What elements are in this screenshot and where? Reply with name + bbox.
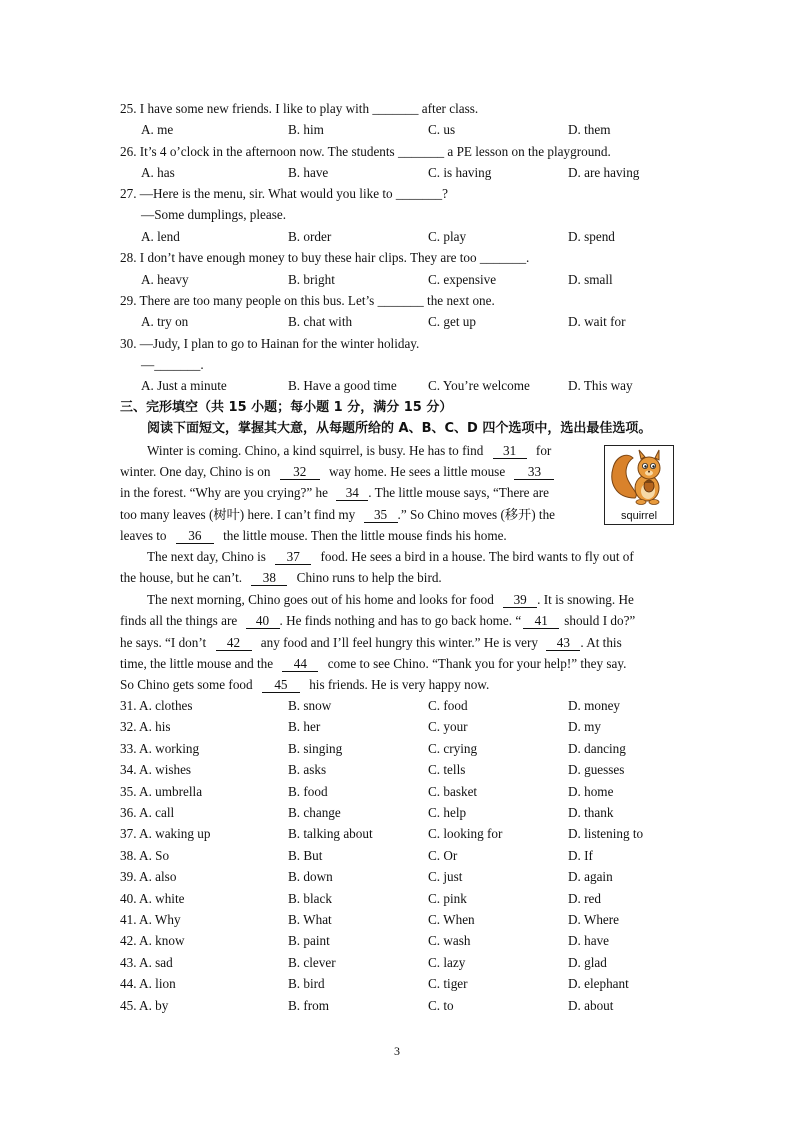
choice-option-a[interactable]: 35. A. umbrella: [120, 784, 203, 799]
section-instruction: 阅读下面短文，掌握其大意，从每题所给的 A、B、C、D 四个选项中，选出最佳选项。: [147, 421, 652, 436]
passage-text: time, the little mouse and the: [120, 656, 274, 671]
option-c: C. is having: [428, 165, 492, 180]
option-c: C. us: [428, 122, 456, 137]
choice-option-c[interactable]: C. your: [428, 719, 468, 734]
passage-line: [120, 506, 555, 523]
passage-text: for: [535, 443, 552, 458]
question-29-stem: 29. There are too many people on this bus. Let’s _______ the next one.: [120, 293, 495, 308]
passage-text: his friends. He is very happy now.: [309, 677, 490, 692]
option-a: A. Just a minute: [141, 378, 227, 393]
choice-option-d[interactable]: D. listening to: [568, 826, 644, 841]
option-d: D. spend: [568, 229, 615, 244]
choice-option-a[interactable]: 31. A. clothes: [120, 698, 193, 713]
option-a: A. me: [141, 122, 174, 137]
choice-option-b[interactable]: B. snow: [288, 698, 332, 713]
passage-text: winter. One day, Chino is on: [120, 464, 271, 479]
choice-option-d[interactable]: D. If: [568, 848, 593, 863]
passage-text: any food and I’ll feel hungry this winter.” He is very: [260, 635, 539, 650]
choice-option-a[interactable]: 36. A. call: [120, 805, 175, 820]
choice-option-c[interactable]: C. When: [428, 912, 475, 927]
option-b: B. chat with: [288, 314, 353, 329]
choice-option-a[interactable]: 33. A. working: [120, 741, 200, 756]
choice-option-c[interactable]: C. looking for: [428, 826, 503, 841]
option-b: B. bright: [288, 272, 335, 287]
passage-line: [120, 463, 556, 480]
choice-option-b[interactable]: B. food: [288, 784, 328, 799]
passage-text: .” So Chino moves (移开) the: [397, 507, 556, 522]
squirrel-icon: [605, 446, 673, 508]
passage-text: finds all the things are: [120, 613, 238, 628]
passage-text: . It is snowing. He: [537, 592, 634, 607]
option-c: C. You’re welcome: [428, 378, 530, 393]
option-c: C. get up: [428, 314, 476, 329]
choice-option-d[interactable]: D. home: [568, 784, 614, 799]
choice-option-d[interactable]: D. Where: [568, 912, 620, 927]
choice-option-d[interactable]: D. glad: [568, 955, 607, 970]
choice-option-b[interactable]: B. singing: [288, 741, 343, 756]
choice-option-c[interactable]: C. help: [428, 805, 467, 820]
blank-40[interactable]: 40: [246, 614, 280, 629]
choice-option-c[interactable]: C. tells: [428, 762, 466, 777]
option-d: D. are having: [568, 165, 640, 180]
squirrel-image: [604, 445, 674, 525]
option-a: A. try on: [141, 314, 189, 329]
choice-option-a[interactable]: 45. A. by: [120, 998, 169, 1013]
passage-line: [120, 655, 626, 672]
blank-34[interactable]: 34: [336, 486, 368, 501]
choice-option-d[interactable]: D. guesses: [568, 762, 625, 777]
blank-43[interactable]: 43: [546, 636, 580, 651]
choice-option-c[interactable]: C. tiger: [428, 976, 468, 991]
choice-option-b[interactable]: B. black: [288, 891, 332, 906]
question-27-stem: 27. —Here is the menu, sir. What would you like to _______?: [120, 186, 448, 201]
passage-text: he says. “I don’t: [120, 635, 207, 650]
choice-option-b[interactable]: B. paint: [288, 933, 330, 948]
passage-text: . He finds nothing and has to go back home. “: [279, 613, 522, 628]
passage-line: [120, 527, 507, 544]
passage-line: [147, 442, 551, 459]
choice-option-a[interactable]: 42. A. know: [120, 933, 185, 948]
choice-option-d[interactable]: D. dancing: [568, 741, 626, 756]
choice-option-a[interactable]: 34. A. wishes: [120, 762, 192, 777]
choice-option-c[interactable]: C. lazy: [428, 955, 466, 970]
passage-text: The next morning, Chino goes out of his home and looks for food: [147, 592, 494, 607]
option-a: A. has: [141, 165, 175, 180]
option-a: A. heavy: [141, 272, 189, 287]
choice-option-b[interactable]: B. change: [288, 805, 341, 820]
passage-text: leaves to: [120, 528, 167, 543]
passage-text: Chino runs to help the bird.: [296, 570, 442, 585]
blank-39[interactable]: 39: [503, 593, 537, 608]
choice-option-a[interactable]: 41. A. Why: [120, 912, 181, 927]
passage-line: [120, 676, 489, 693]
choice-option-d[interactable]: D. about: [568, 998, 614, 1013]
blank-41[interactable]: 41: [523, 614, 559, 629]
choice-option-c[interactable]: C. food: [428, 698, 468, 713]
passage-text: the house, but he can’t.: [120, 570, 243, 585]
blank-44[interactable]: 44: [282, 657, 318, 672]
passage-text: in the forest. “Why are you crying?” he: [120, 485, 328, 500]
passage-text: The next day, Chino is: [147, 549, 266, 564]
option-b: B. him: [288, 122, 324, 137]
choice-option-c[interactable]: C. wash: [428, 933, 471, 948]
passage-text: . The little mouse says, “There are: [368, 485, 549, 500]
option-b: B. have: [288, 165, 329, 180]
choice-option-c[interactable]: C. crying: [428, 741, 478, 756]
choice-option-a[interactable]: 40. A. white: [120, 891, 185, 906]
question-26-stem: 26. It’s 4 o’clock in the afternoon now. The students _______ a PE lesson on the playground.: [120, 144, 611, 159]
choice-option-a[interactable]: 37. A. waking up: [120, 826, 211, 841]
choice-option-a[interactable]: 38. A. So: [120, 848, 170, 863]
passage-text: too many leaves (树叶) here. I can’t find my: [120, 507, 356, 522]
blank-33[interactable]: 33: [514, 465, 554, 480]
blank-42[interactable]: 42: [216, 636, 252, 651]
choice-option-b[interactable]: B. What: [288, 912, 332, 927]
choice-option-c[interactable]: C. basket: [428, 784, 478, 799]
choice-option-d[interactable]: D. red: [568, 891, 601, 906]
blank-45[interactable]: 45: [262, 678, 300, 693]
blank-37[interactable]: 37: [275, 550, 311, 565]
question-30-stem: 30. —Judy, I plan to go to Hainan for the winter holiday.: [120, 336, 420, 351]
question-25-stem: 25. I have some new friends. I like to play with _______ after class.: [120, 101, 479, 116]
question-27-reply: —Some dumplings, please.: [141, 207, 287, 222]
choice-option-b[interactable]: B. talking about: [288, 826, 373, 841]
blank-31[interactable]: 31: [493, 444, 527, 459]
passage-line: [120, 612, 635, 629]
choice-option-a[interactable]: 43. A. sad: [120, 955, 173, 970]
question-30-reply: —_______.: [141, 357, 204, 372]
choice-option-d[interactable]: D. money: [568, 698, 621, 713]
passage-text: should I do?”: [564, 613, 636, 628]
choice-option-b[interactable]: B. clever: [288, 955, 336, 970]
choice-option-c[interactable]: C. Or: [428, 848, 458, 863]
choice-option-c[interactable]: C. just: [428, 869, 463, 884]
passage-line: [120, 484, 549, 501]
choice-option-d[interactable]: D. thank: [568, 805, 614, 820]
choice-option-c[interactable]: C. pink: [428, 891, 467, 906]
choice-option-b[interactable]: B. asks: [288, 762, 327, 777]
passage-line: [147, 548, 634, 565]
page-number: 3: [394, 1044, 400, 1058]
blank-32[interactable]: 32: [280, 465, 320, 480]
passage-text: the little mouse. Then the little mouse finds his home.: [223, 528, 507, 543]
blank-35[interactable]: 35: [364, 508, 398, 523]
option-d: D. wait for: [568, 314, 626, 329]
choice-option-b[interactable]: B. her: [288, 719, 321, 734]
blank-36[interactable]: 36: [176, 529, 214, 544]
choice-option-b[interactable]: B. from: [288, 998, 330, 1013]
choice-option-b[interactable]: B. bird: [288, 976, 325, 991]
choice-option-a[interactable]: 39. A. also: [120, 869, 177, 884]
question-28-stem: 28. I don’t have enough money to buy these hair clips. They are too _______.: [120, 250, 530, 265]
passage-line: [120, 634, 622, 651]
image-caption: squirrel: [620, 510, 658, 522]
passage-text: . At this: [580, 635, 622, 650]
option-b: B. order: [288, 229, 332, 244]
blank-38[interactable]: 38: [251, 571, 287, 586]
passage-text: So Chino gets some food: [120, 677, 253, 692]
option-d: D. This way: [568, 378, 633, 393]
passage-text: Winter is coming. Chino, a kind squirrel, is busy. He has to find: [147, 443, 484, 458]
passage-text: come to see Chino. “Thank you for your help!” they say.: [327, 656, 627, 671]
option-d: D. small: [568, 272, 613, 287]
passage-line: [120, 569, 442, 586]
choice-option-c[interactable]: C. to: [428, 998, 454, 1013]
option-c: C. play: [428, 229, 467, 244]
option-a: A. lend: [141, 229, 180, 244]
choice-option-d[interactable]: D. have: [568, 933, 610, 948]
choice-option-b[interactable]: B. down: [288, 869, 333, 884]
option-b: B. Have a good time: [288, 378, 397, 393]
choice-option-a[interactable]: 44. A. lion: [120, 976, 176, 991]
choice-option-d[interactable]: D. again: [568, 869, 613, 884]
option-d: D. them: [568, 122, 611, 137]
passage-text: food. He sees a bird in a house. The bird wants to fly out of: [320, 549, 634, 564]
section-heading: 三、完形填空（共 15 小题；每小题 1 分，满分 15 分）: [120, 400, 453, 415]
passage-line: [147, 591, 634, 608]
choice-option-a[interactable]: 32. A. his: [120, 719, 171, 734]
option-c: C. expensive: [428, 272, 497, 287]
choice-option-d[interactable]: D. my: [568, 719, 601, 734]
choice-option-b[interactable]: B. But: [288, 848, 323, 863]
passage-text: way home. He sees a little mouse: [329, 464, 506, 479]
choice-option-d[interactable]: D. elephant: [568, 976, 629, 991]
